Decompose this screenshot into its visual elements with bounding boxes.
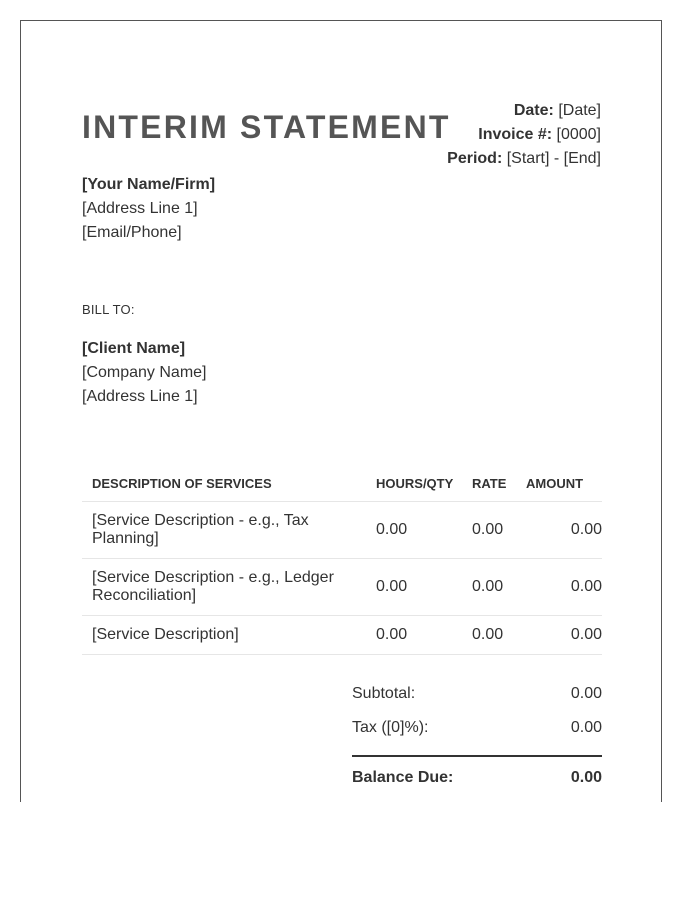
date-label: Date: [513,102,554,119]
period-value: [Start] - [End] [506,150,601,167]
row-description: [Service Description - e.g., Ledger Reconciliation] [92,568,334,604]
sender-contact: [Email/Phone] [82,224,182,241]
period-line [447,147,601,171]
invoice-label: Invoice #: [478,126,553,143]
subtotal-value: 0.00 [570,685,602,702]
date-line [447,99,601,123]
sender-name: [Your Name/Firm] [82,176,216,193]
subtotal-label: Subtotal: [352,685,416,702]
row-description: [Service Description] [92,625,239,643]
row-hours: 0.00 [376,501,472,558]
row-hours: 0.00 [376,558,472,615]
row-rate: 0.00 [472,501,526,558]
client-block [82,337,207,409]
sender-address: [Address Line 1] [82,200,198,217]
page-title: INTERIM STATEMENT [82,109,451,145]
row-description: [Service Description - e.g., Tax Planning] [92,511,309,547]
tax-label: Tax ([0]%): [352,719,429,736]
header-hours: HOURS/QTY [376,467,472,501]
row-amount: 0.00 [526,558,602,615]
statement-meta [447,99,601,171]
invoice-value: [0000] [556,126,601,143]
row-amount: 0.00 [526,615,602,654]
table-row [82,501,602,558]
sender-block [82,173,215,245]
statement-page [20,20,662,802]
balance-due-label: Balance Due: [352,769,454,786]
row-rate: 0.00 [472,558,526,615]
date-value: [Date] [558,102,601,119]
balance-due-value: 0.00 [570,769,602,786]
client-address: [Address Line 1] [82,388,198,405]
tax-row [352,711,602,745]
row-hours: 0.00 [376,615,472,654]
period-label: Period: [447,150,503,167]
tax-value: 0.00 [570,719,602,736]
table-row [82,615,602,654]
row-amount: 0.00 [526,501,602,558]
services-table [82,467,602,655]
header-amount: AMOUNT [526,467,602,501]
bill-to-label: BILL TO: [82,302,135,317]
subtotal-row [352,677,602,711]
invoice-line [447,123,601,147]
client-company: [Company Name] [82,364,207,381]
client-name: [Client Name] [82,340,186,357]
header-description: DESCRIPTION OF SERVICES [82,467,376,501]
table-row [82,558,602,615]
header-rate: RATE [472,467,526,501]
balance-due-row [352,757,602,799]
totals-block [352,677,602,799]
table-header-row [82,467,602,501]
row-rate: 0.00 [472,615,526,654]
